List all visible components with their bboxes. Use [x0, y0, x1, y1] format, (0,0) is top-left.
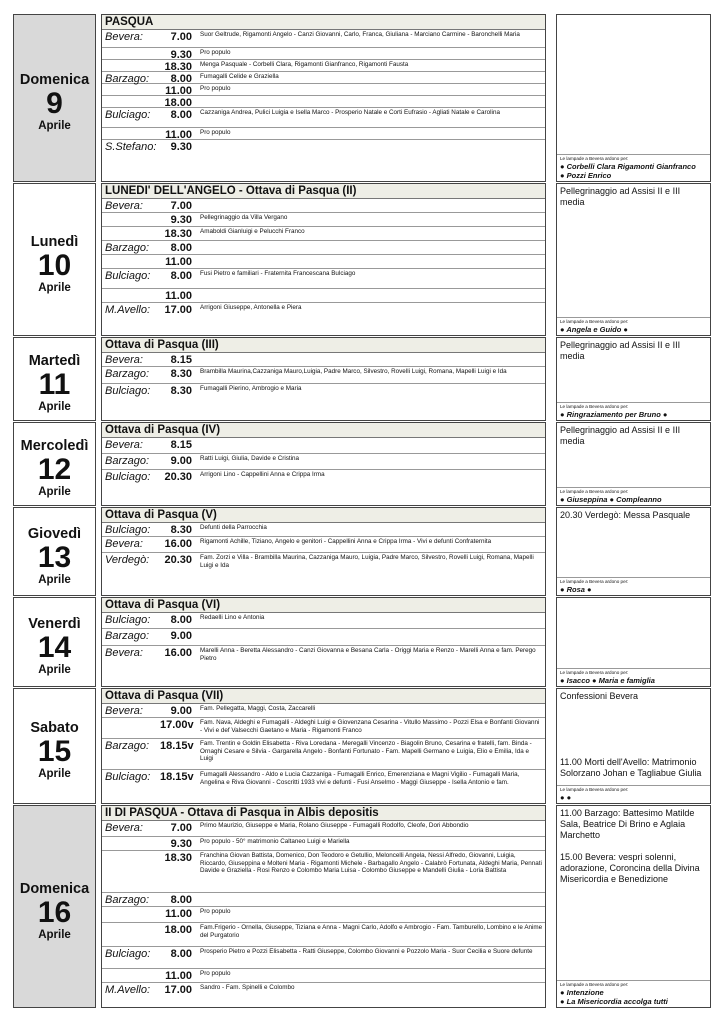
lamps-title: Le lampade a Bevera ardono per: — [560, 982, 629, 987]
mass-time: 17.00 — [164, 304, 192, 316]
mass-row — [102, 613, 545, 629]
mass-time: 11.00 — [165, 970, 192, 982]
day-number: 10 — [37, 248, 72, 282]
mass-row — [102, 646, 545, 670]
day-name: Mercoledì — [20, 438, 89, 454]
mass-row — [102, 227, 545, 241]
notes-text: Confessioni Bevera 11.00 Morti dell'Avello: Matrimonio Solorzano Johan e Tagliabue Giulia — [560, 691, 702, 778]
day-number: 11 — [38, 368, 71, 401]
mass-time: 8.00 — [170, 73, 192, 85]
mass-time: 9.00 — [170, 705, 192, 717]
mass-time: 8.30 — [170, 368, 192, 380]
day-label — [13, 507, 96, 596]
mass-place: Barzago: — [105, 740, 150, 752]
day-name: Martedì — [28, 353, 81, 369]
mass-row — [102, 96, 545, 108]
mass-place: Bevera: — [105, 354, 143, 366]
mass-row — [102, 303, 545, 320]
mass-time: 18.00 — [164, 97, 192, 109]
mass-time: 9.00 — [170, 455, 192, 467]
mass-row — [102, 923, 545, 947]
mass-intention: Fam. Pellegatta, Maggi, Costa, Zaccarelli — [200, 705, 316, 712]
mass-time: 17.00v — [160, 719, 194, 731]
mass-time: 7.00 — [170, 31, 192, 43]
mass-row — [102, 704, 545, 718]
mass-row — [102, 553, 545, 579]
mass-place: Bevera: — [105, 439, 143, 451]
mass-intention: Fam. Zorzi e Villa - Brambilla Maurina, Cazzaniga Mauro, Luigia, Padre Marco, Silvestro, Rovelli Luigi, Romana, Mapelli Luigi e Ida — [200, 554, 534, 569]
mass-time: 8.00 — [170, 109, 192, 121]
day-month: Aprile — [38, 281, 71, 294]
mass-intention: Redaelli Lino e Antonia — [200, 614, 265, 621]
mass-place: Barzago: — [105, 455, 150, 467]
mass-intention: Sandro - Fam. Spinelli e Colombo — [200, 984, 295, 991]
lamps-title: Le lampade a Bevera ardono per: — [560, 489, 629, 494]
day-month: Aprile — [38, 573, 71, 586]
mass-time: 18.30 — [164, 61, 192, 73]
lamps-title: Le lampade a Bevera ardono per: — [560, 319, 629, 324]
lamps-section — [557, 980, 710, 1007]
mass-block — [101, 14, 546, 182]
notes-text: Pellegrinaggio ad Assisi II e III media — [560, 186, 681, 207]
mass-intention: Pro populo — [200, 129, 231, 136]
mass-place: Bulciago: — [105, 948, 151, 960]
mass-time: 8.00 — [170, 242, 192, 254]
notes-block — [556, 805, 711, 1008]
mass-time: 9.30 — [170, 49, 192, 61]
mass-time: 8.15 — [170, 439, 192, 451]
mass-time: 8.30 — [170, 524, 192, 536]
block-title: Ottava di Pasqua (III) — [102, 338, 545, 353]
mass-row — [102, 367, 545, 384]
mass-intention: Pro populo — [200, 970, 231, 977]
mass-intention: Primo Maurizio, Giuseppe e Maria, Rolano Giuseppe - Fumagalli Rodolfo, Cleofe, Dori Abbondio — [200, 822, 469, 829]
mass-place: Bevera: — [105, 538, 143, 550]
notes-text: 11.00 Barzago: Battesimo Matilde Sala, Beatrice Di Brino e Aglaia Marchetto 15.00 Bevera: vespri solenni, adorazione, Coroncina della Divina Misericordia e Benedizione — [560, 808, 700, 884]
day-label — [13, 183, 96, 336]
mass-place: Bulciago: — [105, 109, 151, 121]
mass-block — [101, 507, 546, 596]
day-name: Domenica — [19, 880, 90, 897]
mass-intention: Defunti della Parrocchia — [200, 524, 267, 531]
lamps-section — [557, 154, 710, 181]
day-month: Aprile — [38, 401, 71, 413]
mass-row — [102, 108, 545, 128]
lamp-intention: ● Giuseppina ● Compleanno — [560, 495, 662, 504]
mass-intention: Menga Pasquale - Corbelli Clara, Rigamonti Gianfranco, Rigamonti Fausta — [200, 61, 409, 68]
lamps-section — [557, 668, 710, 686]
lamp-intention: ● Corbelli Clara Rigamonti Gianfranco — [560, 162, 696, 171]
mass-row — [102, 454, 545, 470]
mass-row — [102, 629, 545, 646]
mass-place: Bevera: — [105, 647, 143, 659]
mass-time: 8.15 — [170, 354, 192, 366]
mass-place: Barzago: — [105, 368, 150, 380]
lamp-intention: ● Isacco ● Maria e famiglia — [560, 676, 655, 685]
mass-intention: Franchina Giovan Battista, Domenico, Don Teodoro e Getullio, Meloncelli Angela, Nessi Alfredo, Giovanni, Luigia, Riccardo, Giuseppina e Molteni Maria - Rigamonti Michele - Barbagallo Angelo - Calabrò Fortunata, Aldeghi Maria, Pennati Davide e Graziella - Rosi Renzo e Colombo Maria Luisa - Colombo Giuseppe e Mandelli Giulia - Loria Battista — [200, 852, 542, 875]
lamp-intention: ● Angela e Guido ● — [560, 325, 628, 334]
lamps-section — [557, 487, 710, 505]
mass-time: 16.00 — [164, 538, 192, 550]
day-label — [13, 337, 96, 421]
notes-text: 20.30 Verdegò: Messa Pasquale — [560, 510, 691, 520]
mass-place: Barzago: — [105, 73, 150, 85]
mass-intention: Amaboldi Gianluigi e Pelucchi Franco — [200, 228, 305, 235]
lamps-title: Le lampade a Bevera ardono per: — [560, 670, 629, 675]
mass-row — [102, 269, 545, 289]
mass-intention: Prosperio Pietro e Pozzi Elisabetta - Ratti Giuseppe, Colombo Giovanni e Pozzolo Maria - Suor Cecilia e Suore defunte — [200, 948, 533, 955]
mass-row — [102, 289, 545, 303]
day-month: Aprile — [38, 120, 71, 132]
mass-time: 11.00 — [165, 908, 192, 920]
mass-block — [101, 597, 546, 687]
day-label — [13, 688, 96, 804]
mass-row — [102, 523, 545, 537]
mass-intention: Fumagalli Celide e Graziella — [200, 73, 279, 80]
mass-row — [102, 353, 545, 367]
mass-time: 18.30 — [164, 852, 192, 864]
mass-time: 17.00 — [164, 984, 192, 996]
mass-intention: Pro populo — [200, 85, 231, 92]
mass-place: Bulciago: — [105, 614, 151, 626]
mass-row — [102, 893, 545, 907]
mass-block — [101, 422, 546, 506]
mass-intention: Pellegrinaggio da Villa Vergano — [200, 214, 288, 221]
mass-row — [102, 438, 545, 454]
mass-block — [101, 337, 546, 421]
day-label — [13, 422, 96, 506]
mass-place: Bulciago: — [105, 270, 151, 282]
mass-time: 11.00 — [165, 129, 192, 141]
mass-time: 8.30 — [170, 385, 192, 397]
notes-text — [557, 598, 710, 602]
lamp-intention: ● Rosa ● — [560, 585, 592, 594]
mass-row — [102, 770, 545, 801]
lamps-section — [557, 402, 710, 420]
notes-block — [556, 183, 711, 336]
notes-block — [556, 14, 711, 182]
mass-place: Bulciago: — [105, 524, 151, 536]
mass-time: 16.00 — [164, 647, 192, 659]
lamps-title: Le lampade a Bevera ardono per: — [560, 156, 629, 161]
lamps-section — [557, 577, 710, 595]
mass-row — [102, 84, 545, 96]
notes-block — [556, 422, 711, 506]
mass-place: Bulciago: — [105, 385, 151, 397]
mass-row — [102, 30, 545, 48]
block-title: Ottava di Pasqua (VII) — [102, 689, 545, 704]
mass-intention: Ratti Luigi, Giulia, Davide e Cristina — [200, 455, 300, 462]
mass-block — [101, 805, 546, 1008]
day-month: Aprile — [38, 768, 71, 780]
mass-block — [101, 688, 546, 804]
mass-place: Bulciago: — [105, 771, 151, 783]
day-name: Domenica — [19, 72, 90, 88]
mass-place: Bevera: — [105, 705, 143, 717]
day-number: 15 — [37, 735, 72, 768]
mass-row — [102, 72, 545, 84]
mass-row — [102, 837, 545, 851]
lamps-title: Le lampade a Bevera ardono per: — [560, 787, 629, 792]
mass-intention: Arrigoni Giuseppe, Antonella e Piera — [200, 304, 302, 311]
mass-time: 18.15v — [160, 771, 194, 783]
mass-intention: Fam. Nava, Aldeghi e Fumagalli - Aldeghi Luigi e Giovenzana Cesarina - Vitullo Massimo - Pozzi Elsa e Bonfanti Giovanni - Vivi e def Valsecchi Gaetano e Maria - Rigamonti Franco — [200, 719, 540, 734]
notes-block — [556, 507, 711, 596]
block-title: Ottava di Pasqua (VI) — [102, 598, 545, 613]
mass-intention: Cazzaniga Andrea, Pulici Luigia e Isella Marco - Prosperio Natale e Corti Eufrasio - Agliati Natale e Carolina — [200, 109, 500, 116]
mass-intention: Arrigoni Lino - Cappellini Anna e Crippa Irma — [200, 471, 325, 478]
lamps-section — [557, 317, 710, 335]
mass-time: 9.30 — [170, 141, 192, 153]
mass-time: 11.00 — [165, 256, 192, 268]
day-name: Giovedì — [27, 525, 82, 542]
mass-intention: Fumagalli Alessandro - Aldo e Lucia Cazzaniga - Fumagalli Enrico, Emerenziana e Magni Vigilio - Fumagalli Maria, Angelina e Riva Giovanni - Coscritti 1933 vivi e defunti - Fusi Anselmo - Maggi Giuseppe - Isella Antonio e fam. — [200, 771, 520, 786]
lamp-intention: ● ● — [560, 793, 572, 802]
mass-place: M.Avello: — [105, 304, 151, 316]
lamps-section — [557, 785, 710, 803]
mass-intention: Pro populo - 50° matrimonio Caltaneo Luigi e Mariella — [200, 838, 350, 845]
mass-time: 7.00 — [170, 200, 192, 212]
notes-block — [556, 688, 711, 804]
mass-time: 8.00 — [170, 270, 192, 282]
day-name: Lunedì — [30, 233, 79, 250]
mass-place: Bevera: — [105, 822, 143, 834]
lamp-intention: ● Ringraziamento per Bruno ● — [560, 410, 668, 419]
day-name: Sabato — [30, 720, 79, 736]
mass-intention: Fumagalli Pierino, Ambrogio e Maria — [200, 385, 302, 392]
mass-time: 9.00 — [170, 630, 192, 642]
mass-intention: Brambilla Maurina,Cazzaniga Mauro,Luigia, Padre Marco, Silvestro, Rovelli Luigi, Romana, Mapelli Luigi e Ida — [200, 368, 507, 375]
day-number: 14 — [37, 631, 72, 664]
mass-intention: Pro populo — [200, 908, 231, 915]
mass-intention: Fusi Pietro e familiari - Fraternita Francescana Bulciago — [200, 270, 356, 277]
block-title: Ottava di Pasqua (IV) — [102, 423, 545, 438]
mass-place: Barzago: — [105, 894, 150, 906]
mass-row — [102, 851, 545, 893]
day-month: Aprile — [38, 664, 71, 676]
mass-row — [102, 470, 545, 486]
mass-intention: Suor Geltrude, Rigamonti Angelo - Canzi Giovanni, Carlo, Franca, Giuliana - Marciano Carmine - Baronchelli Maria — [200, 31, 520, 38]
mass-time: 8.00 — [170, 948, 192, 960]
lamp-intention: ● Intenzione — [560, 988, 604, 997]
mass-row — [102, 199, 545, 213]
mass-place: M.Avello: — [105, 984, 151, 996]
lamps-title: Le lampade a Bevera ardono per: — [560, 404, 629, 409]
mass-row — [102, 60, 545, 72]
day-number: 9 — [46, 87, 63, 120]
day-label — [13, 597, 96, 687]
day-label — [13, 805, 96, 1008]
mass-intention: Pro populo — [200, 49, 231, 56]
mass-time: 9.30 — [170, 838, 192, 850]
mass-row — [102, 983, 545, 999]
mass-intention: Marelli Anna - Beretta Alessandro - Canzi Giovanna e Besana Carla - Origgi Maria e Renzo - Marelli Anna e fam. Perego Pietro — [200, 647, 536, 662]
mass-time: 18.15v — [160, 740, 194, 752]
mass-row — [102, 969, 545, 983]
mass-time: 11.00 — [165, 85, 192, 97]
notes-text: Pellegrinaggio ad Assisi II e III media — [560, 425, 681, 446]
block-title: Ottava di Pasqua (V) — [102, 508, 545, 523]
mass-row — [102, 241, 545, 255]
mass-place: S.Stefano: — [105, 141, 157, 153]
mass-time: 9.30 — [170, 214, 192, 226]
mass-place: Bulciago: — [105, 471, 151, 483]
mass-row — [102, 255, 545, 269]
block-title: LUNEDI' DELL'ANGELO - Ottava di Pasqua (II) — [102, 184, 545, 199]
day-number: 13 — [37, 540, 72, 574]
day-number: 12 — [37, 453, 72, 486]
lamp-intention: ● Pozzi Enrico — [560, 171, 612, 180]
mass-row — [102, 821, 545, 837]
mass-row — [102, 947, 545, 969]
notes-block — [556, 337, 711, 421]
day-name: Venerdì — [28, 616, 81, 632]
mass-block — [101, 183, 546, 336]
day-label — [13, 14, 96, 182]
mass-time: 11.00 — [165, 290, 192, 302]
day-month: Aprile — [38, 486, 71, 498]
block-title: II DI PASQUA - Ottava di Pasqua in Albis depositis — [102, 806, 545, 821]
mass-intention: Fam. Trentin e Goldin Elisabetta - Riva Loredana - Meregalli Vincenzo - Biagolin Bruno, Cesarina e fratelli, fam. Binda - Ornaghi Cesare e Silvia - Gargarella Angelo - Bonfanti Fortunato - Fam. Mapelli Germano e Luigia, Elio e Emilia, Ida e Luigi — [200, 740, 532, 763]
mass-time: 7.00 — [170, 822, 192, 834]
mass-time: 8.00 — [170, 894, 192, 906]
mass-row — [102, 213, 545, 227]
block-title: PASQUA — [102, 15, 545, 30]
mass-intention: Rigamonti Achille, Tiziano, Angelo e genitori - Cappellini Anna e Crippa Irma - Vivi e defunti Confraternita — [200, 538, 492, 545]
mass-time: 18.00 — [164, 924, 192, 936]
lamp-intention: ● La Misericordia accolga tutti — [560, 997, 668, 1006]
mass-time: 18.30 — [164, 228, 192, 240]
mass-place: Bevera: — [105, 31, 143, 43]
notes-text: Pellegrinaggio ad Assisi II e III media — [560, 340, 681, 361]
mass-row — [102, 907, 545, 923]
mass-row — [102, 384, 545, 400]
notes-block — [556, 597, 711, 687]
mass-row — [102, 537, 545, 553]
lamps-title: Le lampade a Bevera ardono per: — [560, 579, 629, 584]
mass-row — [102, 128, 545, 140]
mass-time: 8.00 — [170, 614, 192, 626]
mass-time: 20.30 — [164, 471, 192, 483]
mass-place: Bevera: — [105, 200, 143, 212]
mass-place: Barzago: — [105, 242, 150, 254]
mass-intention: Fam.Frigerio - Ornella, Giuseppe, Tiziana e Anna - Magni Carlo, Adolfo e Ambrogio - Fam. Tamburello, Lombino e le Anime del Purgatorio — [200, 924, 543, 939]
mass-row — [102, 739, 545, 770]
mass-row — [102, 48, 545, 60]
mass-time: 20.30 — [164, 554, 192, 566]
mass-row — [102, 140, 545, 154]
mass-place: Verdegò: — [105, 554, 150, 566]
day-number: 16 — [37, 895, 72, 929]
notes-text — [557, 15, 710, 19]
mass-row — [102, 718, 545, 739]
day-month: Aprile — [38, 928, 71, 941]
mass-place: Barzago: — [105, 630, 150, 642]
